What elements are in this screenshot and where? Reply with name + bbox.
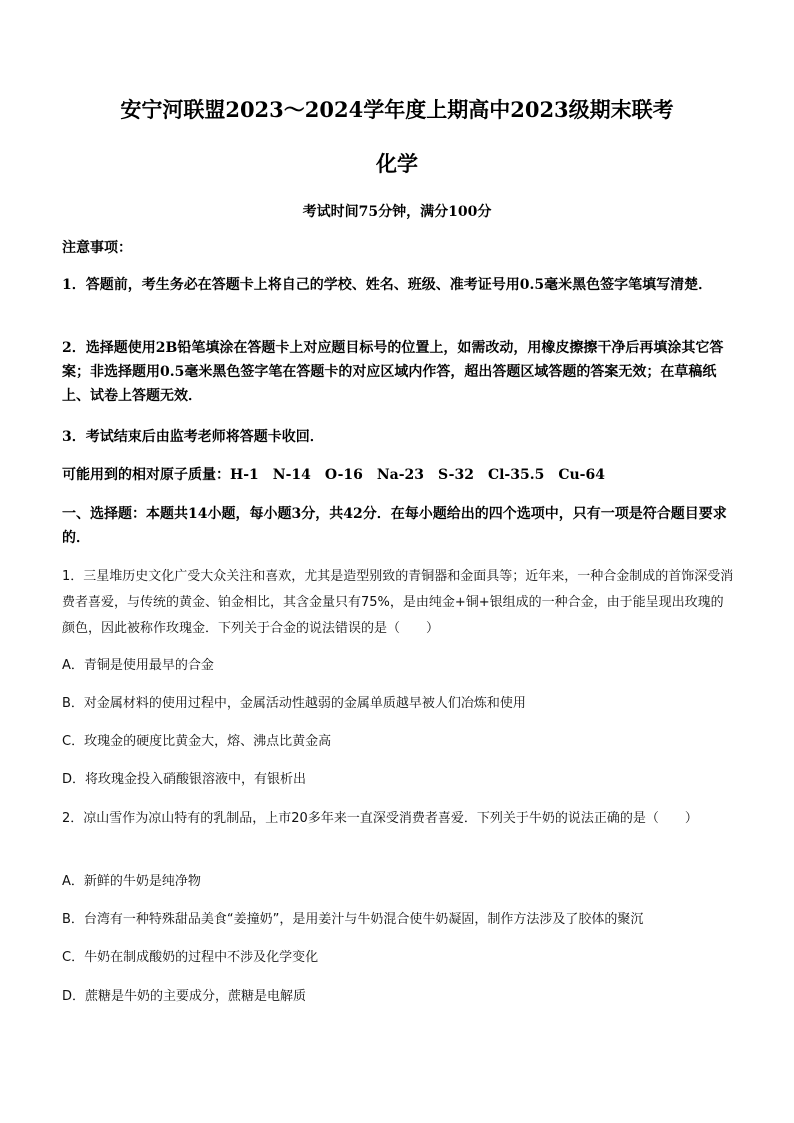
notice-item-3: 3．考试结束后由监考老师将答题卡收回． (62, 429, 324, 445)
question-2-option-d: D．蔗糖是牛奶的主要成分，蔗糖是电解质 (62, 989, 307, 1004)
notice-item-2: 2．选择题使用2B铅笔填涂在答题卡上对应题目标号的位置上，如需改动，用橡皮擦擦干净后再填涂其它答案；非选择题用0.5毫米黑色签字笔在答题卡的对应区域内作答，超出答题区域答题的答案无效；在草稿纸上、试卷上答题无效． (62, 340, 724, 404)
question-1-option-b: B．对金属材料的使用过程中，金属活动性越弱的金属单质越早被人们冶炼和使用 (62, 696, 526, 711)
notice-item-1: 1．答题前，考生务必在答题卡上将自己的学校、姓名、班级、准考证号用0.5毫米黑色签字笔填写清楚． (62, 277, 713, 293)
subject-title: 化学 (376, 151, 418, 176)
section-heading: 一、选择题：本题共14小题，每小题3分，共42分．在每小题给出的四个选项中，只有一项是符合题目要求的． (62, 506, 727, 546)
question-2-option-a: A．新鲜的牛奶是纯净物 (62, 874, 201, 889)
question-1-option-a: A．青铜是使用最早的合金 (62, 658, 214, 673)
question-2-option-c: C．牛奶在制成酸奶的过程中不涉及化学变化 (62, 950, 319, 965)
question-2-stem: 2．凉山雪作为凉山特有的乳制品，上市20多年来一直深受消费者喜爱．下列关于牛奶的说法正确的是（ ） (62, 811, 698, 826)
question-1-stem: 1．三星堆历史文化广受大众关注和喜欢，尤其是造型别致的青铜器和金面具等；近年来，一种合金制成的首饰深受消费者喜爱，与传统的黄金、铂金相比，其含金量只有75%，是由纯金+铜+银组成的一种合金，由于能呈现出玫瑰的颜色，因此被称作玫瑰金．下列关于合金的说法错误的是（ ） (62, 569, 734, 636)
question-1-option-d: D．将玫瑰金投入硝酸银溶液中，有银析出 (62, 772, 307, 787)
exam-title: 安宁河联盟2023～2024学年度上期高中2023级期末联考 (120, 97, 674, 122)
question-1-option-c: C．玫瑰金的硬度比黄金大，熔、沸点比黄金高 (62, 734, 332, 749)
question-2-option-b: B．台湾有一种特殊甜品美食“姜撞奶”，是用姜汁与牛奶混合使牛奶凝固，制作方法涉及了胶体的聚沉 (62, 912, 644, 927)
atomic-masses-line: 可能用到的相对原子质量：H-1 N-14 O-16 Na-23 S-32 Cl-35.5 Cu-64 (62, 467, 605, 483)
notice-heading: 注意事项： (62, 240, 132, 256)
exam-time-note: 考试时间75分钟，满分100分 (302, 204, 492, 220)
